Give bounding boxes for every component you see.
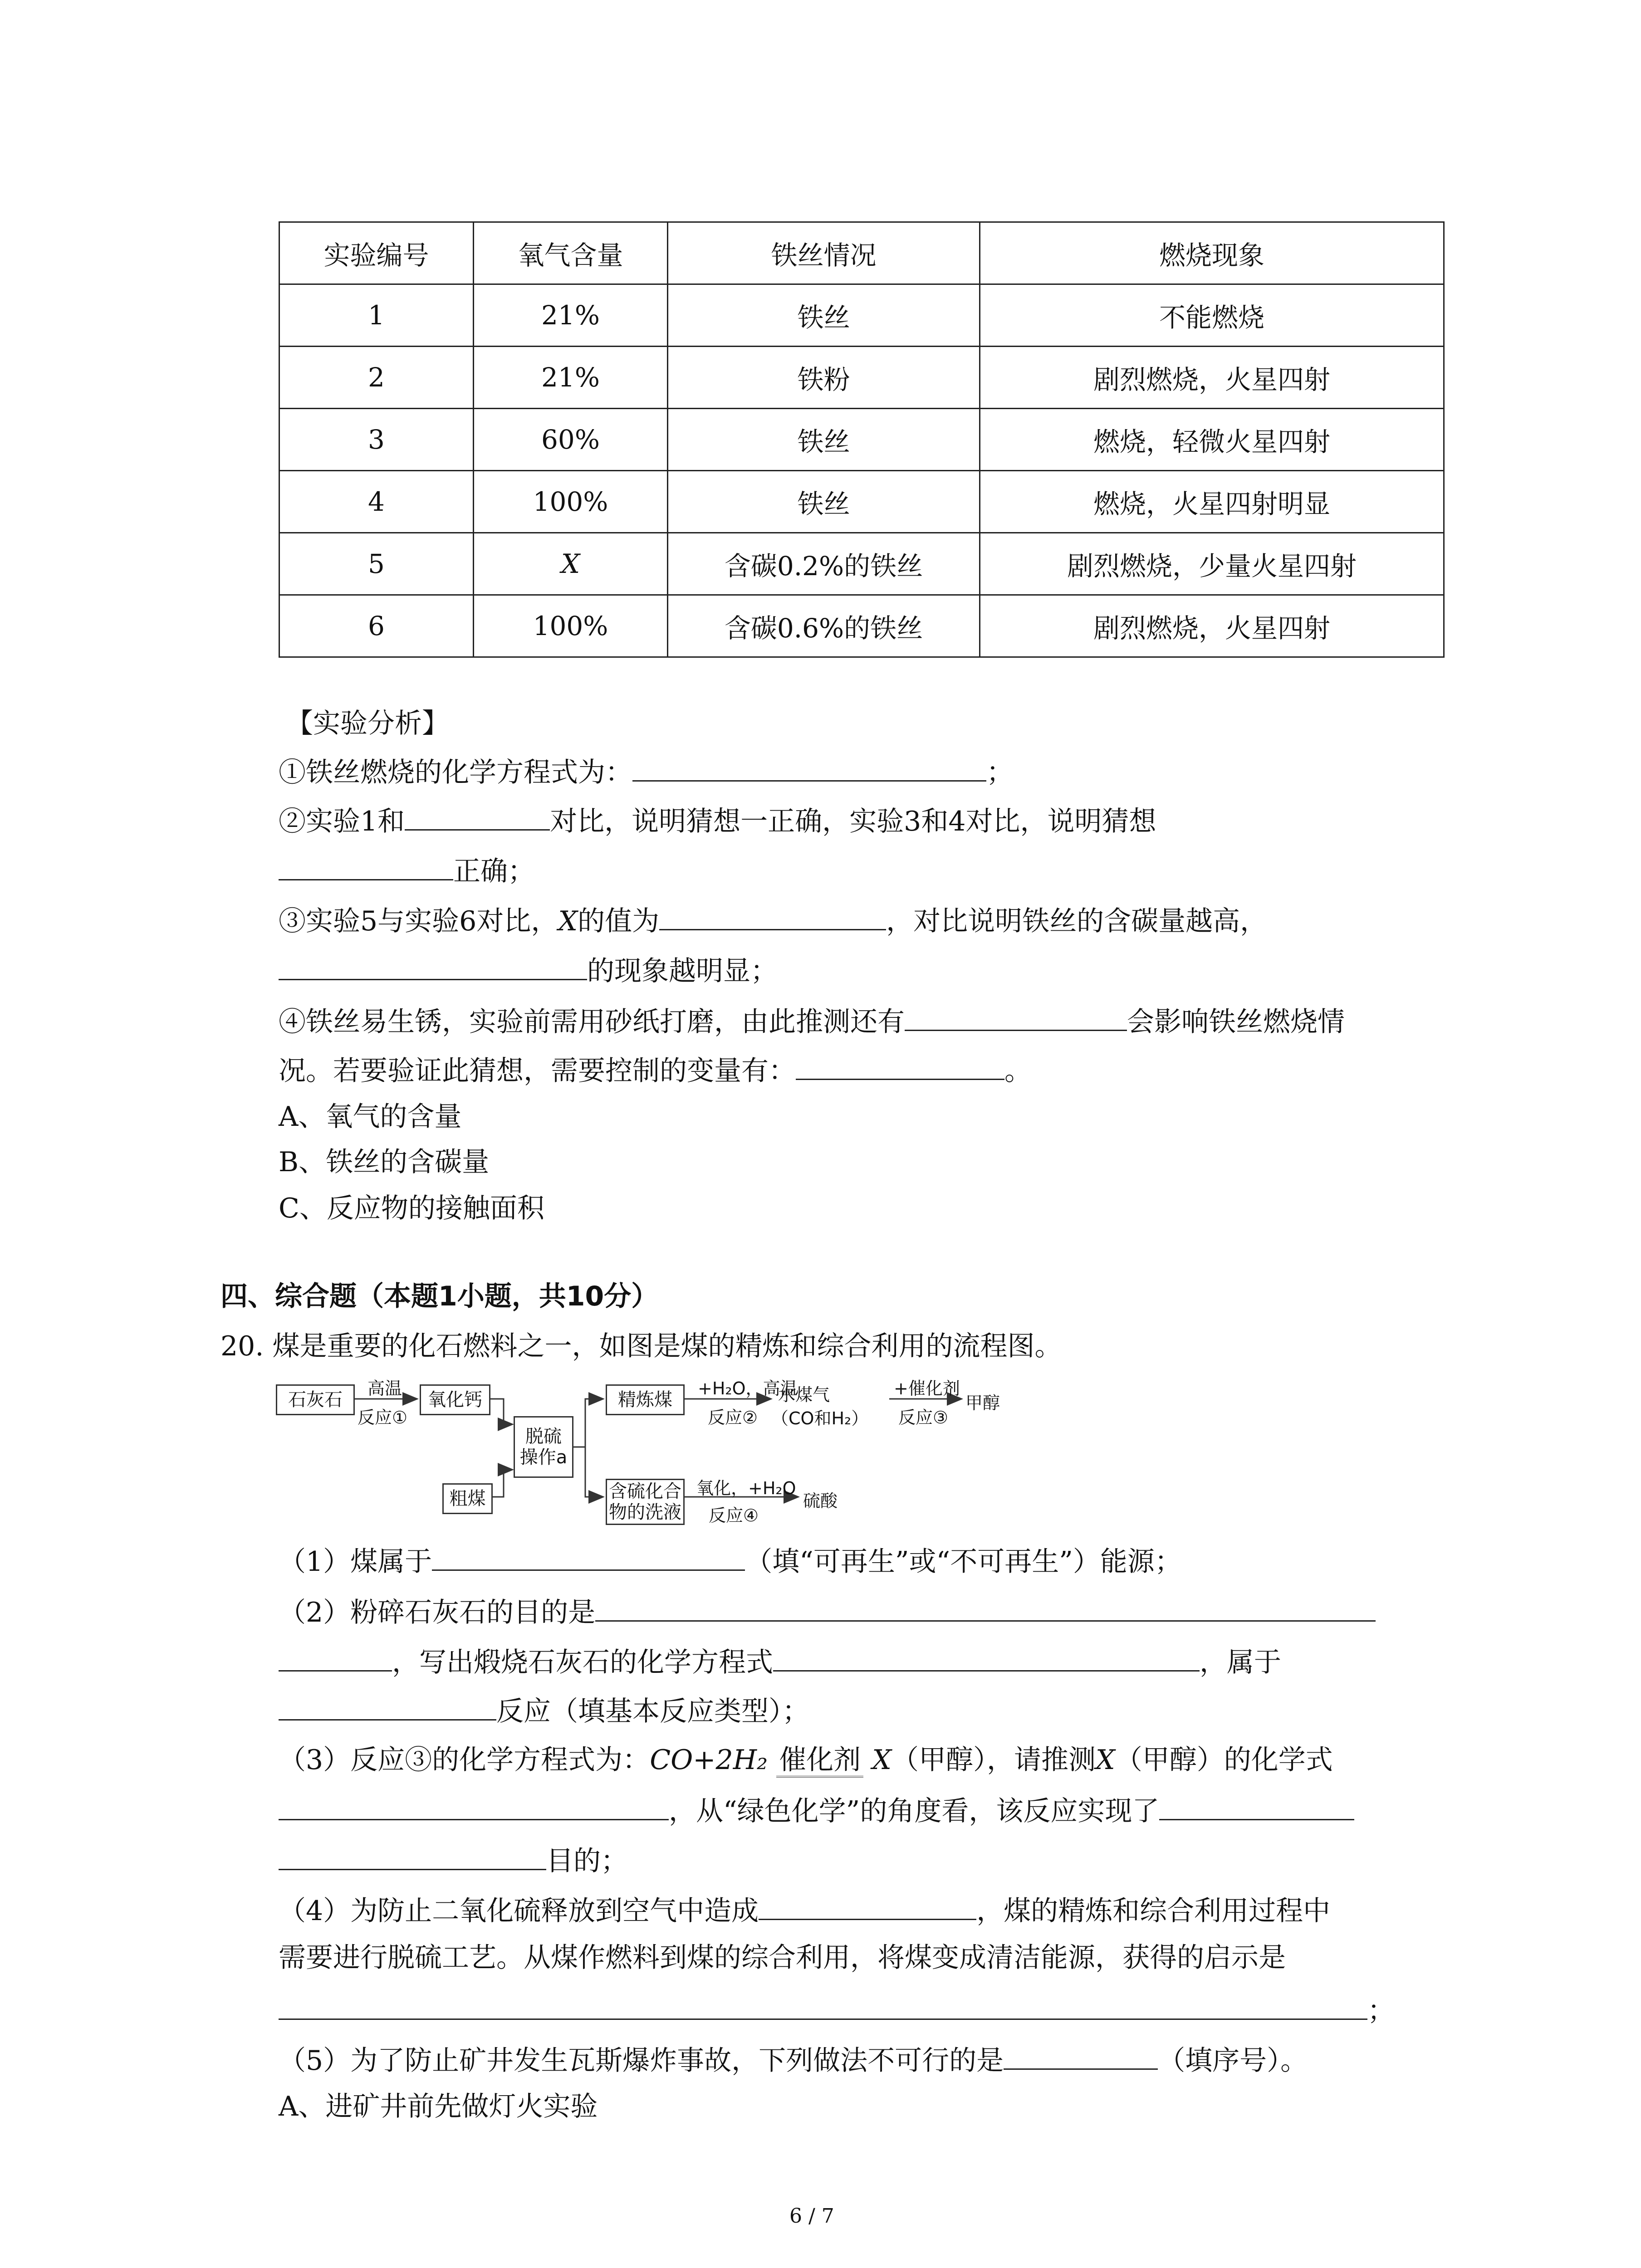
analysis-q2-cont: 正确； <box>279 852 535 890</box>
answer-blank[interactable] <box>279 1692 496 1721</box>
table-cell: 含碳0.2%的铁丝 <box>668 533 980 595</box>
table-cell: 燃烧，轻微火星四射 <box>980 409 1444 471</box>
analysis-q3-cont: 的现象越明显； <box>279 952 778 989</box>
answer-blank[interactable] <box>279 852 453 880</box>
experiment-table <box>279 221 1445 658</box>
analysis-q4-cont: 况。若要验证此猜想，需要控制的变量有： 。 <box>279 1051 1032 1089</box>
raw-coal-box: 粗煤 <box>442 1483 493 1514</box>
table-row <box>279 284 1444 347</box>
question-3: （3）反应③的化学方程式为：CO+2H₂ 催化剂 X（甲醇），请推测X（甲醇）的化学式 <box>279 1742 1333 1778</box>
table-cell: 3 <box>279 409 474 471</box>
option-a: A、进矿井前先做灯火实验 <box>279 2091 598 2122</box>
answer-blank[interactable] <box>405 802 550 831</box>
flow-diagram <box>272 1374 1043 1529</box>
table-cell: 4 <box>279 471 474 533</box>
equation-reactants: CO+2H₂ <box>650 1744 768 1776</box>
table-cell: 不能燃烧 <box>980 284 1444 347</box>
answer-blank[interactable] <box>773 1643 1200 1672</box>
table-row <box>279 471 1444 533</box>
reaction3-label: 反应③ <box>898 1408 949 1427</box>
table-cell: 2 <box>279 347 474 409</box>
reaction2-condition: +H₂O，高温 <box>698 1378 798 1398</box>
table-cell: 1 <box>279 284 474 347</box>
question-4: （4）为防止二氧化硫释放到空气中造成 ，煤的精炼和综合利用过程中 <box>279 1892 1330 1929</box>
reaction2-label: 反应② <box>708 1408 758 1427</box>
page-number: 6 / 7 <box>789 2204 834 2228</box>
question-3-cont: ，从“绿色化学”的角度看，该反应实现了 <box>279 1792 1354 1829</box>
desulfur-box: 脱硫 操作a <box>514 1416 573 1478</box>
reaction3-condition: +催化剂 <box>894 1378 960 1398</box>
table-cell: 60% <box>474 409 668 471</box>
answer-blank[interactable] <box>796 1051 1004 1080</box>
table-row <box>279 533 1444 595</box>
answer-blank[interactable] <box>279 952 587 980</box>
table-cell: 100% <box>474 595 668 657</box>
reaction1-condition: 高温 <box>367 1378 402 1398</box>
table-header: 氧气含量 <box>474 222 668 284</box>
table-header: 铁丝情况 <box>668 222 980 284</box>
table-row <box>279 409 1444 471</box>
table-cell: 铁丝 <box>668 284 980 347</box>
table-cell: 21% <box>474 284 668 347</box>
analysis-q1: ①铁丝燃烧的化学方程式为： ； <box>279 753 1014 791</box>
answer-blank[interactable] <box>1004 2041 1158 2070</box>
question-2: （2）粉碎石灰石的目的是 <box>279 1593 1376 1631</box>
analysis-q3: ③实验5与实验6对比，X的值为 ，对比说明铁丝的含碳量越高， <box>279 902 1267 939</box>
analysis-heading: 【实验分析】 <box>286 708 449 739</box>
table-cell: 剧烈燃烧，少量火星四射 <box>980 533 1444 595</box>
answer-blank[interactable] <box>659 902 886 930</box>
option-c: C、反应物的接触面积 <box>279 1193 544 1224</box>
cao-box: 氧化钙 <box>420 1384 490 1415</box>
section-title: 四、综合题（本题1小题，共10分） <box>220 1281 659 1312</box>
question-4-cont: 需要进行脱硫工艺。从煤作燃料到煤的综合利用，将煤变成清洁能源，获得的启示是 <box>279 1942 1286 1974</box>
table-header: 燃烧现象 <box>980 222 1444 284</box>
table-cell: 21% <box>474 347 668 409</box>
reaction4-condition: 氧化，+H₂O <box>696 1478 796 1498</box>
table-cell: 5 <box>279 533 474 595</box>
answer-blank[interactable] <box>595 1593 1376 1622</box>
table-cell: 铁丝 <box>668 409 980 471</box>
question-2-cont: ，写出煅烧石灰石的化学方程式 ，属于 <box>279 1643 1281 1681</box>
table-cell: 剧烈燃烧，火星四射 <box>980 347 1444 409</box>
question-1: （1）煤属于 （填“可再生”或“不可再生”）能源； <box>279 1542 1182 1580</box>
reaction4-label: 反应④ <box>709 1505 759 1525</box>
water-gas: 水煤气 <box>778 1385 830 1405</box>
answer-blank[interactable] <box>905 1002 1127 1031</box>
table-header-row <box>279 222 1444 284</box>
question-20: 20. 煤是重要的化石燃料之一，如图是煤的精炼和综合利用的流程图。 <box>220 1330 1062 1362</box>
answer-blank[interactable] <box>432 1542 745 1571</box>
table-cell: X <box>474 533 668 595</box>
answer-blank[interactable] <box>279 1842 546 1870</box>
question-5: （5）为了防止矿井发生瓦斯爆炸事故，下列做法不可行的是 （填序号）。 <box>279 2041 1308 2079</box>
analysis-q2: ②实验1和 对比，说明猜想一正确，实验3和4对比，说明猜想 <box>279 802 1156 840</box>
question-4-cont2: ； <box>279 1991 1395 2029</box>
option-b: B、铁丝的含碳量 <box>279 1146 490 1178</box>
answer-blank[interactable] <box>279 1792 669 1820</box>
table-row <box>279 347 1444 409</box>
answer-blank[interactable] <box>1159 1792 1354 1820</box>
sulfur-wash-box: 含硫化合 物的洗液 <box>606 1479 685 1525</box>
table-header: 实验编号 <box>279 222 474 284</box>
table-cell: 剧烈燃烧，火星四射 <box>980 595 1444 657</box>
limestone-box: 石灰石 <box>276 1384 355 1415</box>
catalyst-label: 催化剂 <box>776 1744 863 1778</box>
answer-blank[interactable] <box>632 753 986 782</box>
refined-coal-box: 精炼煤 <box>606 1384 685 1415</box>
answer-blank[interactable] <box>759 1892 976 1920</box>
water-gas-composition: （CO和H₂） <box>771 1408 869 1428</box>
table-cell: 铁丝 <box>668 471 980 533</box>
sulfuric-acid: 硫酸 <box>803 1491 838 1511</box>
analysis-q4: ④铁丝易生锈，实验前需用砂纸打磨，由此推测还有 会影响铁丝燃烧情 <box>279 1002 1345 1040</box>
methanol: 甲醇 <box>965 1393 1000 1413</box>
table-cell: 铁粉 <box>668 347 980 409</box>
reaction1-label: 反应① <box>358 1408 408 1427</box>
answer-blank[interactable] <box>279 1991 1367 2020</box>
question-3-cont2: 目的； <box>279 1842 628 1879</box>
table-cell: 含碳0.6%的铁丝 <box>668 595 980 657</box>
table-cell: 燃烧，火星四射明显 <box>980 471 1444 533</box>
table-cell: 6 <box>279 595 474 657</box>
table-row <box>279 595 1444 657</box>
answer-blank[interactable] <box>279 1643 392 1672</box>
option-a: A、氧气的含量 <box>279 1101 462 1133</box>
table-cell: 100% <box>474 471 668 533</box>
question-2-cont2: 反应（填基本反应类型）； <box>279 1692 809 1730</box>
